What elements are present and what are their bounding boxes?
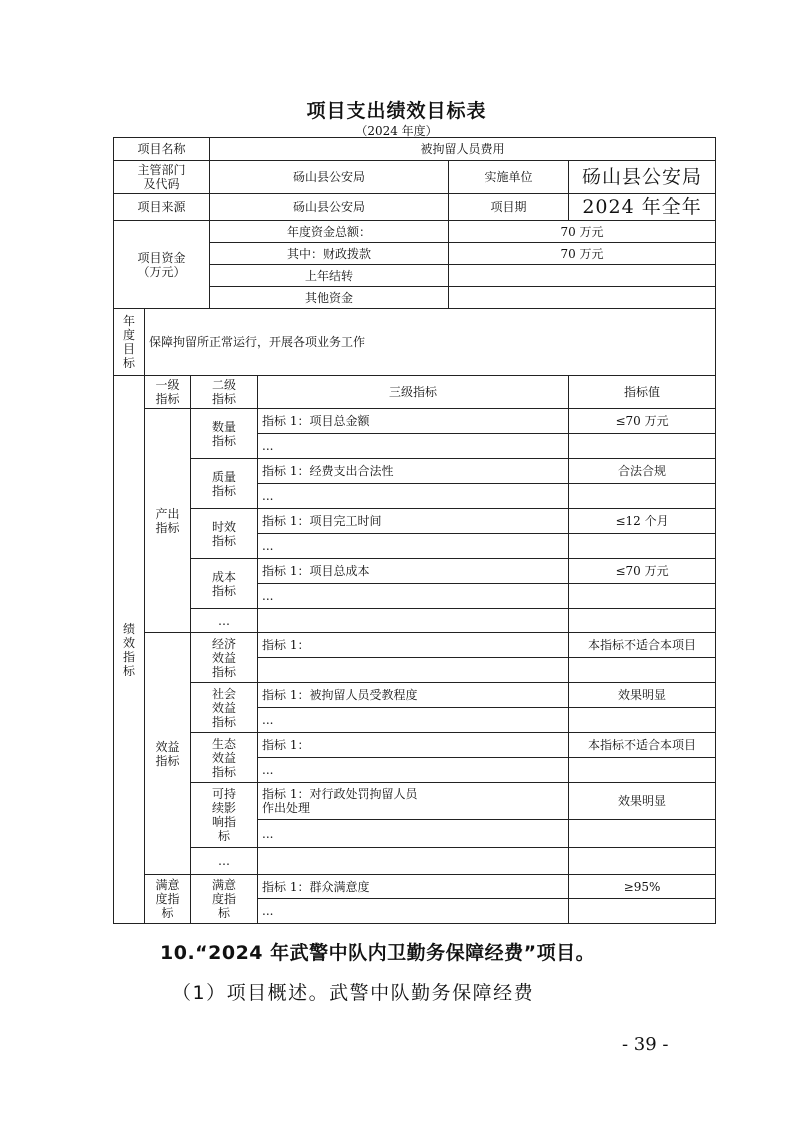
row-output-more (114, 609, 716, 633)
row-source (114, 194, 716, 221)
sustain-1-indicator: 指标 1：对行政处罚拘留人员 作出处理 (258, 783, 569, 820)
econ-1-value: 本指标不适合本项目 (569, 633, 716, 658)
name-label: 项目名称 (114, 138, 210, 161)
impl-value: 砀山县公安局 (569, 161, 716, 194)
sustain-2-value (569, 820, 716, 848)
satisfaction-1-indicator: 指标 1：群众满意度 (258, 875, 569, 899)
funds-other-label: 其他资金 (210, 287, 449, 309)
row-funds-total (114, 221, 716, 243)
header-l3: 三级指标 (258, 376, 569, 409)
quality-2-value (569, 484, 716, 509)
econ-label: 经济 效益 指标 (191, 633, 258, 683)
time-label: 时效 指标 (191, 509, 258, 559)
impl-label: 实施单位 (449, 161, 569, 194)
satisfaction-label: 满意 度指 标 (145, 875, 191, 924)
row-satisfaction-1 (114, 875, 716, 899)
satisfaction-2-value (569, 899, 716, 924)
quality-1-value: 合法合规 (569, 459, 716, 484)
eco-1-indicator: 指标 1： (258, 733, 569, 758)
row-sustain-1 (114, 783, 716, 820)
row-goal (114, 309, 716, 376)
cost-2-value (569, 584, 716, 609)
source-label: 项目来源 (114, 194, 210, 221)
period-label: 项目期 (449, 194, 569, 221)
dept-value: 砀山县公安局 (210, 161, 449, 194)
satisfaction-2-indicator: ... (258, 899, 569, 924)
dept-label: 主管部门 及代码 (114, 161, 210, 194)
cost-1-indicator: 指标 1：项目总成本 (258, 559, 569, 584)
eco-label: 生态 效益 指标 (191, 733, 258, 783)
benefit-more-label: … (191, 848, 258, 875)
sustain-2-indicator: ... (258, 820, 569, 848)
sustain-1-value: 效果明显 (569, 783, 716, 820)
header-l1: 一级 指标 (145, 376, 191, 409)
social-1-indicator: 指标 1：被拘留人员受教程度 (258, 683, 569, 708)
output-more-indicator (258, 609, 569, 633)
page-number: - 39 - (622, 1034, 669, 1055)
qty-2-indicator: ... (258, 434, 569, 459)
benefit-more-value (569, 848, 716, 875)
name-value: 被拘留人员费用 (210, 138, 716, 161)
funds-carry-value (449, 265, 716, 287)
row-perf-header (114, 376, 716, 409)
funds-other-value (449, 287, 716, 309)
row-cost-1 (114, 559, 716, 584)
social-2-value (569, 708, 716, 733)
funds-label: 项目资金 （万元） (114, 221, 210, 309)
header-l2: 二级 指标 (191, 376, 258, 409)
goal-text: 保障拘留所正常运行，开展各项业务工作 (145, 309, 716, 376)
funds-total-value: 70 万元 (449, 221, 716, 243)
benefit-label: 效益 指标 (145, 633, 191, 875)
perf-label: 绩 效 指 标 (114, 376, 145, 924)
quality-label: 质量 指标 (191, 459, 258, 509)
row-social-1 (114, 683, 716, 708)
time-2-value (569, 534, 716, 559)
qty-2-value (569, 434, 716, 459)
time-1-indicator: 指标 1：项目完工时间 (258, 509, 569, 534)
row-dept (114, 161, 716, 194)
row-benefit-more (114, 848, 716, 875)
performance-table (113, 137, 716, 924)
social-2-indicator: ... (258, 708, 569, 733)
funds-carry-label: 上年结转 (210, 265, 449, 287)
sustain-label: 可持 续影 响指 标 (191, 783, 258, 848)
funds-fiscal-value: 70 万元 (449, 243, 716, 265)
goal-label: 年 度 目 标 (114, 309, 145, 376)
satisfaction-sub-label: 满意 度指 标 (191, 875, 258, 924)
qty-1-indicator: 指标 1：项目总金额 (258, 409, 569, 434)
row-econ-1 (114, 633, 716, 658)
row-eco-1 (114, 733, 716, 758)
page-subtitle: （2024 年度） (355, 124, 438, 138)
cost-1-value: ≤70 万元 (569, 559, 716, 584)
output-more-value (569, 609, 716, 633)
quality-1-indicator: 指标 1：经费支出合法性 (258, 459, 569, 484)
row-qty-1 (114, 409, 716, 434)
funds-fiscal-label: 其中：财政拨款 (210, 243, 449, 265)
cost-label: 成本 指标 (191, 559, 258, 609)
econ-2-indicator (258, 658, 569, 683)
section-heading: 10.“2024 年武警中队内卫勤务保障经费”项目。 (160, 942, 596, 964)
cost-2-indicator: ... (258, 584, 569, 609)
eco-1-value: 本指标不适合本项目 (569, 733, 716, 758)
page-title: 项目支出绩效目标表 (306, 100, 487, 122)
benefit-more-indicator (258, 848, 569, 875)
qty-1-value: ≤70 万元 (569, 409, 716, 434)
time-1-value: ≤12 个月 (569, 509, 716, 534)
eco-2-indicator: ... (258, 758, 569, 783)
qty-label: 数量 指标 (191, 409, 258, 459)
output-label: 产出 指标 (145, 409, 191, 633)
funds-total-label: 年度资金总额： (210, 221, 449, 243)
social-1-value: 效果明显 (569, 683, 716, 708)
econ-2-value (569, 658, 716, 683)
source-value: 砀山县公安局 (210, 194, 449, 221)
row-quality-1 (114, 459, 716, 484)
row-project-name (114, 138, 716, 161)
quality-2-indicator: ... (258, 484, 569, 509)
econ-1-indicator: 指标 1： (258, 633, 569, 658)
header-value: 指标值 (569, 376, 716, 409)
eco-2-value (569, 758, 716, 783)
row-time-1 (114, 509, 716, 534)
satisfaction-1-value: ≥95% (569, 875, 716, 899)
social-label: 社会 效益 指标 (191, 683, 258, 733)
body-paragraph: （1）项目概述。武警中队勤务保障经费 (172, 982, 535, 1004)
output-more-label: … (191, 609, 258, 633)
time-2-indicator: ... (258, 534, 569, 559)
period-value: 2024 年全年 (569, 194, 716, 221)
